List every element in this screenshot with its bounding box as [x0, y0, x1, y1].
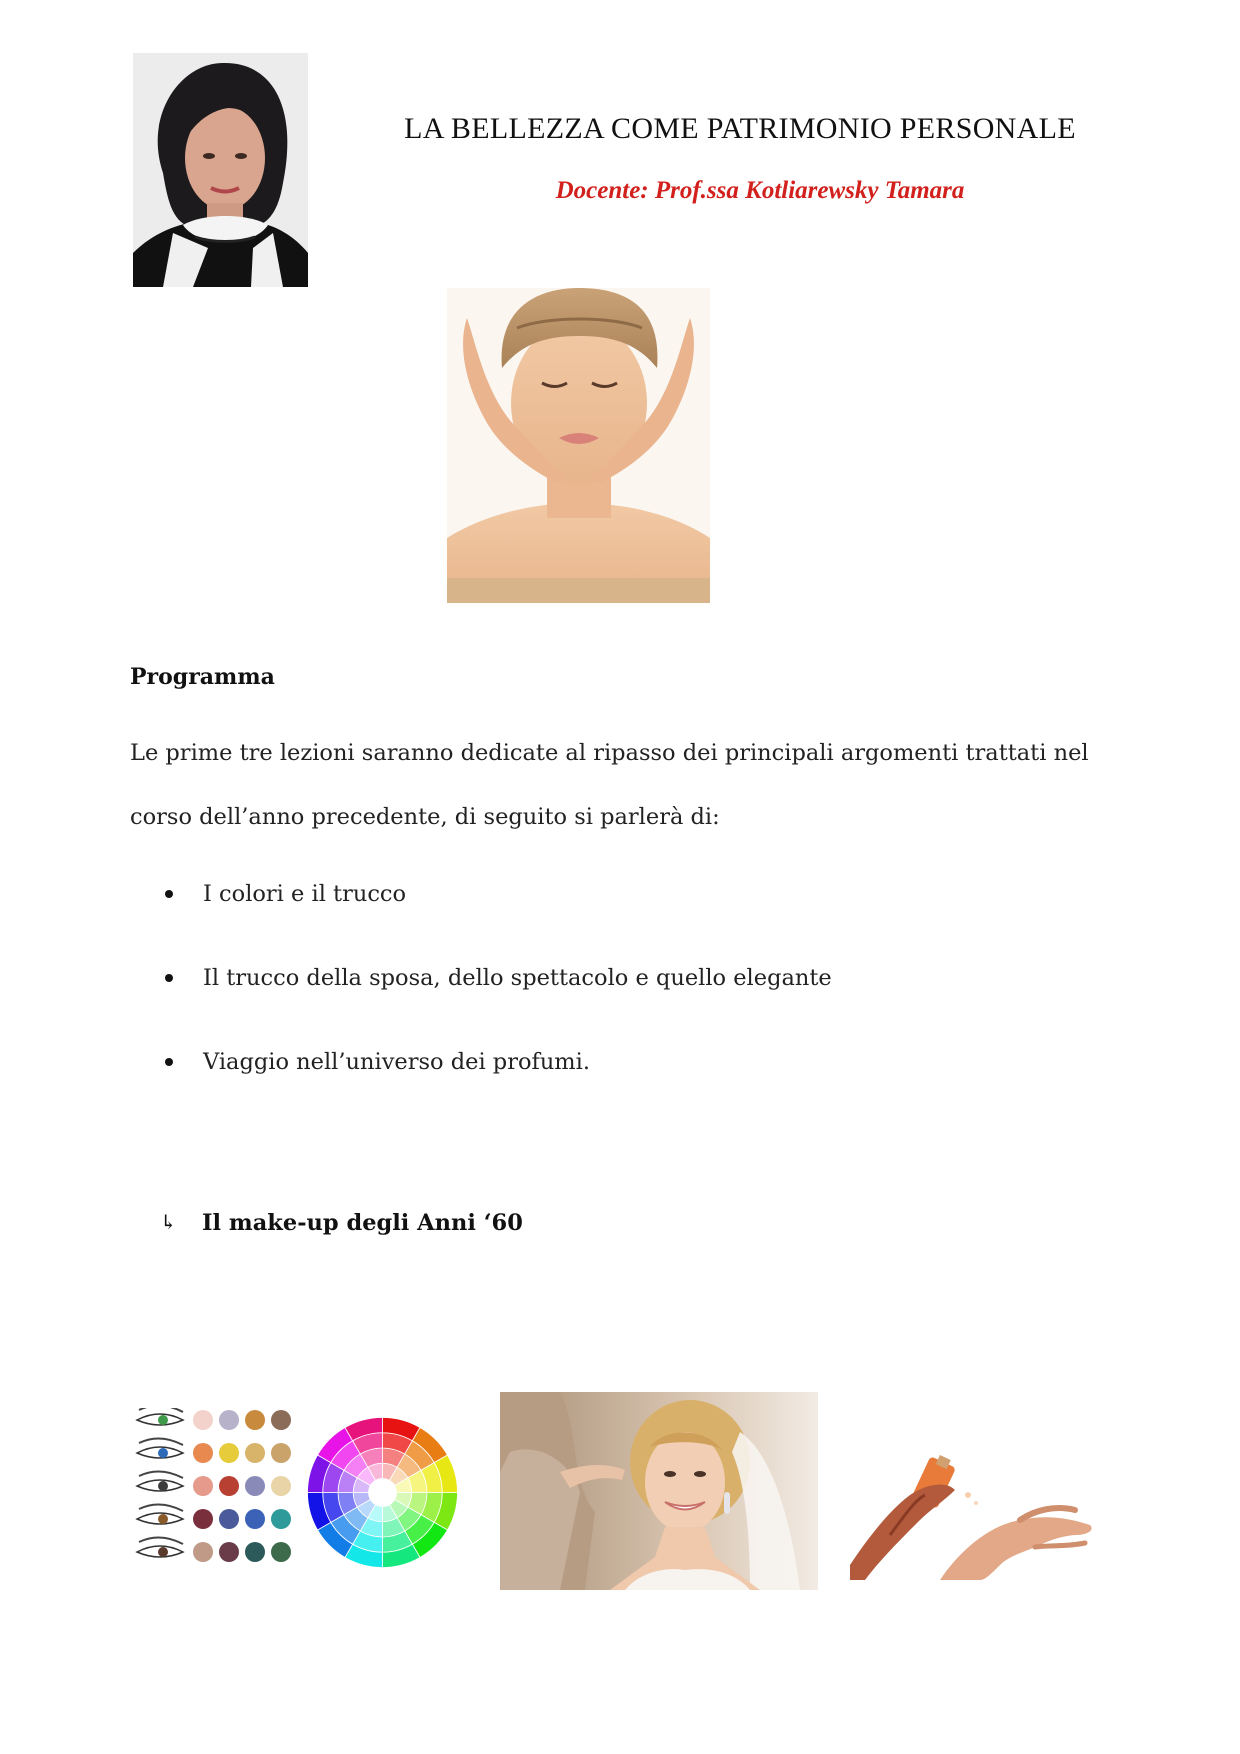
bullet-icon [165, 890, 173, 898]
bullet-icon [165, 974, 173, 982]
program-intro: Le prime tre lezioni saranno dedicate al ripasso dei principali argomenti trattati nel corso dell’anno precedente, di seguito si parlerà di: [130, 740, 1089, 830]
list-item [165, 880, 832, 964]
topic-list [165, 880, 832, 1132]
list-item-text: I colori e il trucco [203, 881, 407, 907]
bridal-makeup-photo [500, 1392, 818, 1590]
highlight-item [160, 1210, 523, 1236]
document-title: LA BELLEZZA COME PATRIMONIO PERSONALE [404, 112, 1076, 145]
facial-massage-photo [447, 288, 710, 603]
list-item [165, 1048, 832, 1132]
color-wheel-image [305, 1415, 460, 1570]
teacher-portrait [133, 53, 308, 287]
highlight-text: Il make-up degli Anni ‘60 [202, 1210, 523, 1236]
perfume-spray-photo [850, 1455, 1100, 1580]
list-item-text: Viaggio nell’universo dei profumi. [203, 1049, 590, 1075]
bullet-icon [165, 1058, 173, 1066]
eyeshadow-palette-image [135, 1408, 297, 1576]
arrow-icon: ↳ [160, 1210, 177, 1234]
list-item-text: Il trucco della sposa, dello spettacolo e quello elegante [203, 965, 832, 991]
list-item [165, 964, 832, 1048]
teacher-name: Docente: Prof.ssa Kotliarewsky Tamara [555, 177, 965, 204]
program-heading: Programma [130, 664, 275, 690]
